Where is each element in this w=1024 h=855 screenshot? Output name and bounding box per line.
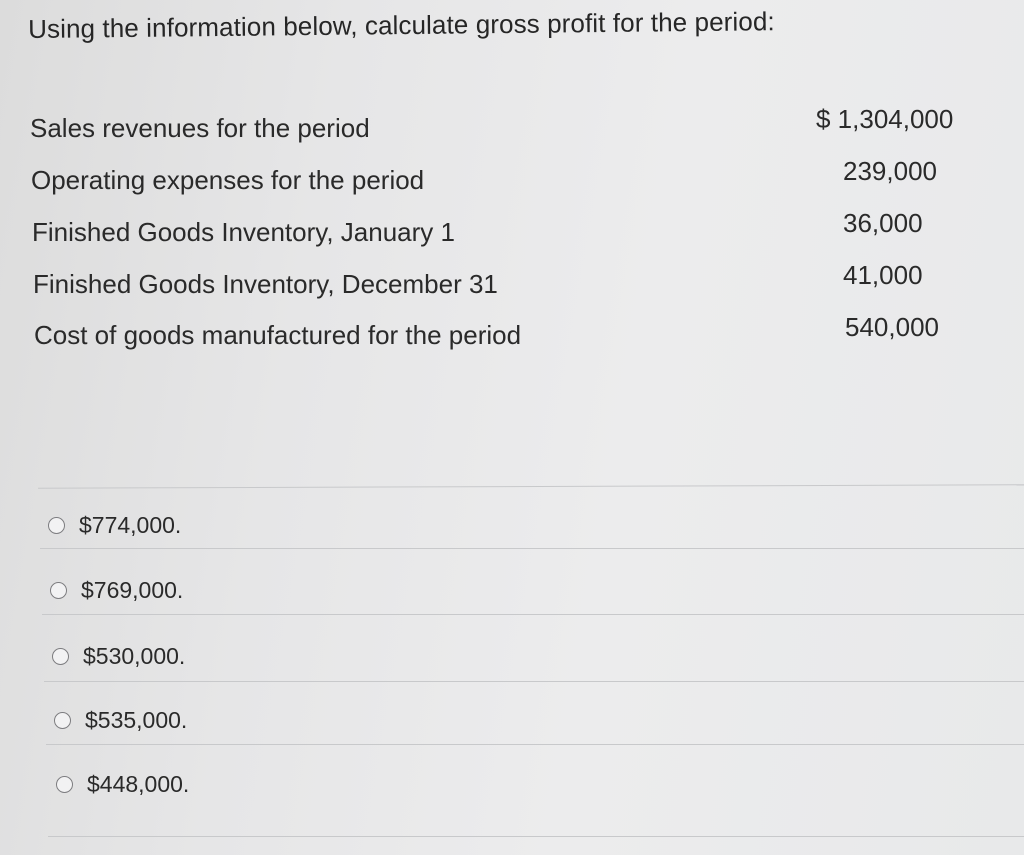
radio-button[interactable]: [52, 648, 69, 665]
divider: [48, 836, 1024, 837]
answer-option-1[interactable]: [48, 512, 181, 539]
item-value-fg-dec: 41,000: [843, 260, 923, 290]
answer-option-5[interactable]: [56, 771, 189, 798]
item-value-cogm: 540,000: [845, 312, 939, 342]
answer-option-label: $774,000.: [79, 512, 182, 538]
radio-button[interactable]: [48, 517, 65, 534]
answer-option-3[interactable]: [52, 643, 185, 670]
radio-button[interactable]: [56, 776, 73, 793]
item-value-operating-expenses: 239,000: [843, 156, 937, 186]
divider: [42, 614, 1024, 615]
item-value-sales: $ 1,304,000: [816, 104, 954, 134]
item-value-fg-jan: 36,000: [843, 208, 923, 238]
answer-option-4[interactable]: [54, 707, 187, 734]
radio-button[interactable]: [54, 712, 71, 729]
radio-button[interactable]: [50, 582, 67, 599]
divider: [38, 484, 1024, 488]
item-label-cogm: Cost of goods manufactured for the period: [34, 320, 522, 350]
answer-option-2[interactable]: [50, 577, 183, 604]
divider: [44, 681, 1024, 682]
item-label-operating-expenses: Operating expenses for the period: [31, 165, 425, 195]
answer-option-label: $535,000.: [85, 707, 188, 733]
answer-option-label: $448,000.: [87, 771, 190, 797]
item-label-fg-jan: Finished Goods Inventory, January 1: [32, 217, 455, 247]
answer-option-label: $769,000.: [81, 577, 184, 603]
item-label-fg-dec: Finished Goods Inventory, December 31: [33, 269, 498, 299]
item-label-sales: Sales revenues for the period: [30, 113, 370, 143]
divider: [40, 548, 1024, 549]
question-text: Using the information below, calculate gross profit for the period:: [28, 6, 775, 44]
answer-option-label: $530,000.: [83, 643, 186, 669]
divider: [46, 744, 1024, 745]
